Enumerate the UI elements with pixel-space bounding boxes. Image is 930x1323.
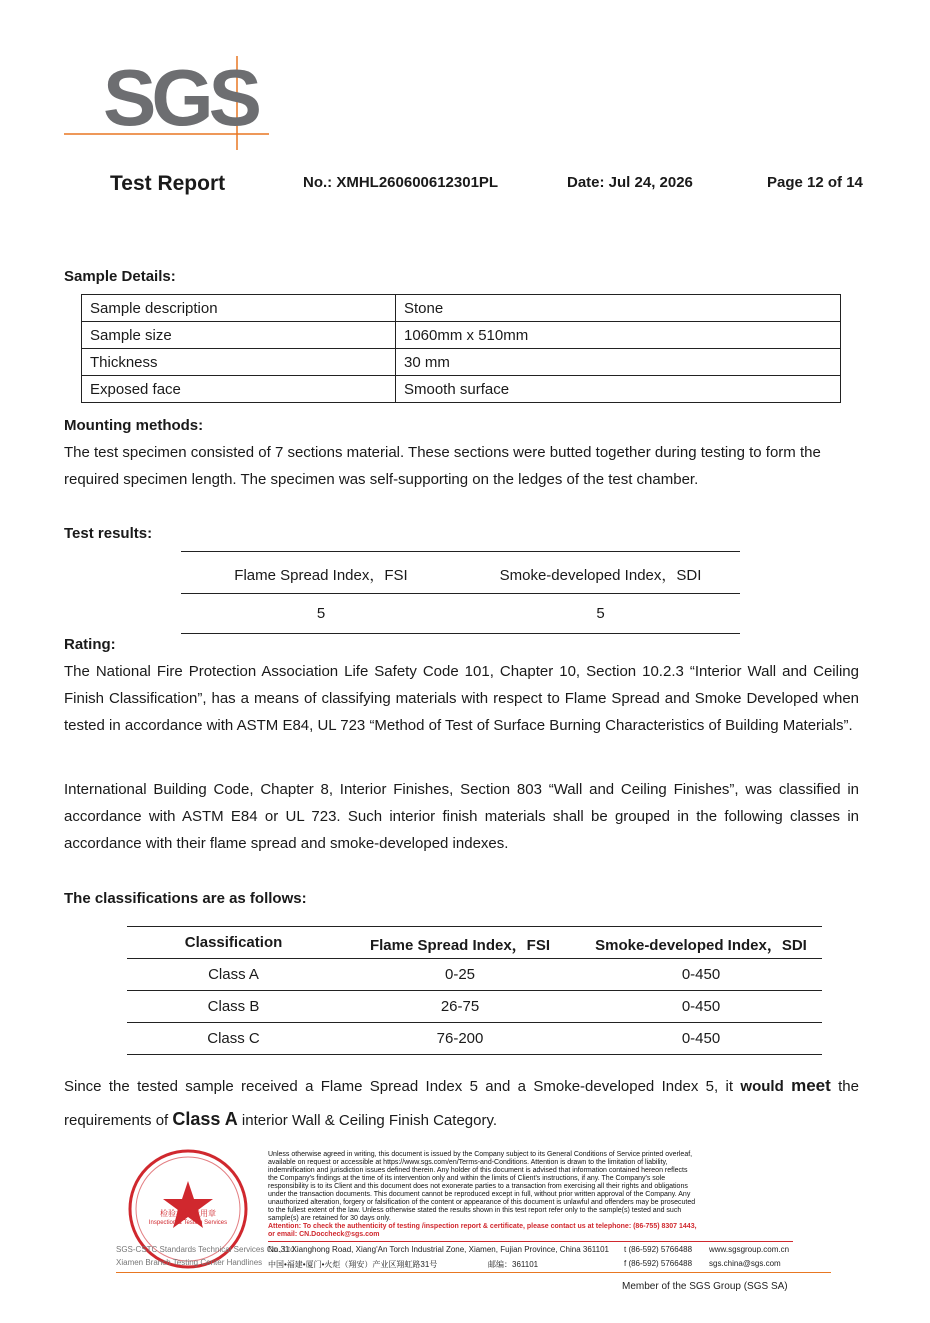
sample-label: Exposed face bbox=[82, 376, 396, 403]
table-row bbox=[82, 376, 841, 403]
rating-paragraph-2: International Building Code, Chapter 8, Interior Finishes, Section 803 “Wall and Ceiling Finishes”, was classified in accordance with ASTM E84 or UL 723. Such interior finish materials shall be grouped in the following classes in accordance with their flame spread and smoke-developed indexes. bbox=[64, 781, 859, 852]
disclaimer-line: under the transaction documents. This document cannot be reproduced except in full, without prior written approval of the Company. Any bbox=[268, 1191, 691, 1198]
conclusion-text: the bbox=[830, 1078, 859, 1095]
disclaimer-line: unauthorized alteration, forgery or falsification of the content or appearance of this document is unlawful and offenders may be prosecuted bbox=[268, 1199, 696, 1206]
postcode: 邮编：361101 bbox=[488, 1260, 539, 1269]
table-row bbox=[82, 295, 841, 322]
conclusion-meet: meet bbox=[791, 1076, 831, 1095]
attention-line: Attention: To check the authenticity of testing /inspection report & certificate, please contact us at telephone: (86-755) 8307 1443, bbox=[268, 1223, 697, 1230]
conclusion-text: requirements of bbox=[64, 1112, 173, 1129]
disclaimer-line: the Company's findings at the time of its intervention only and within the limits of Client's instructions, if any. The Company's sole bbox=[268, 1175, 666, 1182]
disclaimer-line: responsibility is to its Client and this document does not exonerate parties to a transaction from exercising all their rights and obligations bbox=[268, 1183, 688, 1190]
email: sgs.china@sgs.com bbox=[709, 1259, 781, 1268]
class-top-rule bbox=[127, 926, 822, 927]
class-b-sdi: 0-450 bbox=[681, 998, 721, 1015]
report-number: No.: XMHL260600612301PL bbox=[303, 174, 499, 191]
company-left-2: Xiamen Branch Testing Center Handlines bbox=[116, 1258, 263, 1267]
class-b-fsi: 26-75 bbox=[440, 998, 480, 1015]
sample-label: Sample size bbox=[82, 322, 396, 349]
conclusion-text: interior Wall & Ceiling Finish Category. bbox=[237, 1112, 498, 1129]
class-header-rule bbox=[127, 958, 822, 959]
conclusion-class: Class A bbox=[172, 1109, 238, 1129]
member-text: Member of the SGS Group (SGS SA) bbox=[622, 1281, 788, 1292]
sample-value: 30 mm bbox=[396, 349, 841, 376]
class-b-name: Class B bbox=[207, 998, 260, 1015]
class-row-rule bbox=[127, 1022, 822, 1023]
fax: f (86-592) 5766488 bbox=[624, 1259, 693, 1268]
sample-label: Sample description bbox=[82, 295, 396, 322]
conclusion-text: Since the tested sample received a Flame Spread Index 5 and a Smoke-developed Index 5, it bbox=[64, 1078, 741, 1095]
class-c-name: Class C bbox=[207, 1030, 260, 1047]
class-c-sdi: 0-450 bbox=[681, 1030, 721, 1047]
test-results-heading: Test results: bbox=[64, 525, 153, 542]
company-left-1: SGS-CSTC Standards Technical Services Co., Ltd. bbox=[116, 1245, 297, 1254]
results-sdi-value: 5 bbox=[596, 605, 605, 622]
sample-details-heading: Sample Details: bbox=[64, 268, 176, 285]
disclaimer-line: sample(s) are retained for 30 days only. bbox=[268, 1215, 391, 1222]
class-a-sdi: 0-450 bbox=[681, 966, 721, 983]
sample-value: Smooth surface bbox=[396, 376, 841, 403]
email-line: or email: CN.Doccheck@sgs.com bbox=[268, 1231, 380, 1238]
mounting-heading: Mounting methods: bbox=[64, 417, 204, 434]
results-fsi-value: 5 bbox=[316, 605, 326, 622]
sample-value: Stone bbox=[396, 295, 841, 322]
class-header-fsi: Flame Spread Index，FSI bbox=[369, 937, 551, 954]
class-row-rule bbox=[127, 990, 822, 991]
footer-rule bbox=[268, 1241, 793, 1242]
logo-text: SGS bbox=[103, 53, 257, 142]
page-number: Page 12 of 14 bbox=[767, 174, 863, 191]
address-cn: 中国•福建•厦门•火炬（翔安）产业区翔虹路31号 bbox=[268, 1260, 438, 1269]
rating-heading: Rating: bbox=[64, 636, 116, 653]
report-title: Test Report bbox=[110, 172, 226, 195]
mounting-text: The test specimen consisted of 7 sections material. These sections were butted together during testing to form the required specimen length. The specimen was self-supporting on the ledges of the test chamber. bbox=[64, 444, 821, 488]
results-col-sdi: Smoke-developed Index，SDI bbox=[499, 567, 702, 584]
conclusion-line-1 bbox=[64, 1075, 859, 1098]
disclaimer-line: available on request or accessible at https://www.sgs.com/en/Terms-and-Conditions. Attention is drawn to the limitation of liability, bbox=[268, 1159, 668, 1166]
sample-value: 1060mm x 510mm bbox=[396, 322, 841, 349]
disclaimer-line: Unless otherwise agreed in writing, this document is issued by the Company subject to its General Conditions of Service printed overleaf, bbox=[268, 1151, 693, 1158]
classifications-heading: The classifications are as follows: bbox=[64, 890, 307, 907]
results-bottom-rule bbox=[181, 633, 740, 634]
report-date: Date: Jul 24, 2026 bbox=[567, 174, 693, 191]
stamp-text: 检验检测专用章 bbox=[160, 1209, 216, 1218]
disclaimer-line: indemnification and jurisdiction issues defined therein. Any holder of this document is advised that information contained hereon reflects bbox=[268, 1167, 688, 1174]
stamp-subtext: Inspection & Testing Services bbox=[148, 1220, 228, 1226]
class-header-sdi: Smoke-developed Index，SDI bbox=[595, 937, 807, 954]
class-header-classification: Classification bbox=[184, 934, 283, 951]
class-a-name: Class A bbox=[208, 966, 259, 983]
footer-orange-rule bbox=[116, 1272, 831, 1273]
conclusion-would: would bbox=[740, 1078, 784, 1095]
table-row bbox=[82, 322, 841, 349]
disclaimer-line: to the fullest extent of the law. Unless otherwise stated the results shown in this test report refer only to the sample(s) tested and such bbox=[268, 1207, 682, 1214]
class-a-fsi: 0-25 bbox=[444, 966, 476, 983]
telephone: t (86-592) 5766488 bbox=[624, 1245, 693, 1254]
results-top-rule bbox=[181, 551, 740, 552]
address-en: No.31 Xianghong Road, Xiang'An Torch Industrial Zone, Xiamen, Fujian Province, China 361101 bbox=[268, 1245, 609, 1254]
class-bottom-rule bbox=[127, 1054, 822, 1055]
class-c-fsi: 76-200 bbox=[436, 1030, 484, 1047]
results-mid-rule bbox=[181, 593, 740, 594]
results-col-fsi: Flame Spread Index，FSI bbox=[234, 567, 408, 584]
disclaimer bbox=[268, 1151, 793, 1239]
sample-details-table bbox=[81, 294, 841, 403]
table-row bbox=[82, 349, 841, 376]
rating-paragraph-1: The National Fire Protection Association Life Safety Code 101, Chapter 10, Section 10.2.3 “Interior Wall and Ceiling Finish Classification”, has a means of classifying materials with respect to Flame Spread and Smoke Developed when tested in accordance with ASTM E84, UL 723 “Method of Test of Surface Burning Characteristics of Building Materials”. bbox=[64, 663, 859, 734]
website: www.sgsgroup.com.cn bbox=[709, 1245, 790, 1254]
sample-label: Thickness bbox=[82, 349, 396, 376]
conclusion-line-2 bbox=[64, 1106, 859, 1134]
